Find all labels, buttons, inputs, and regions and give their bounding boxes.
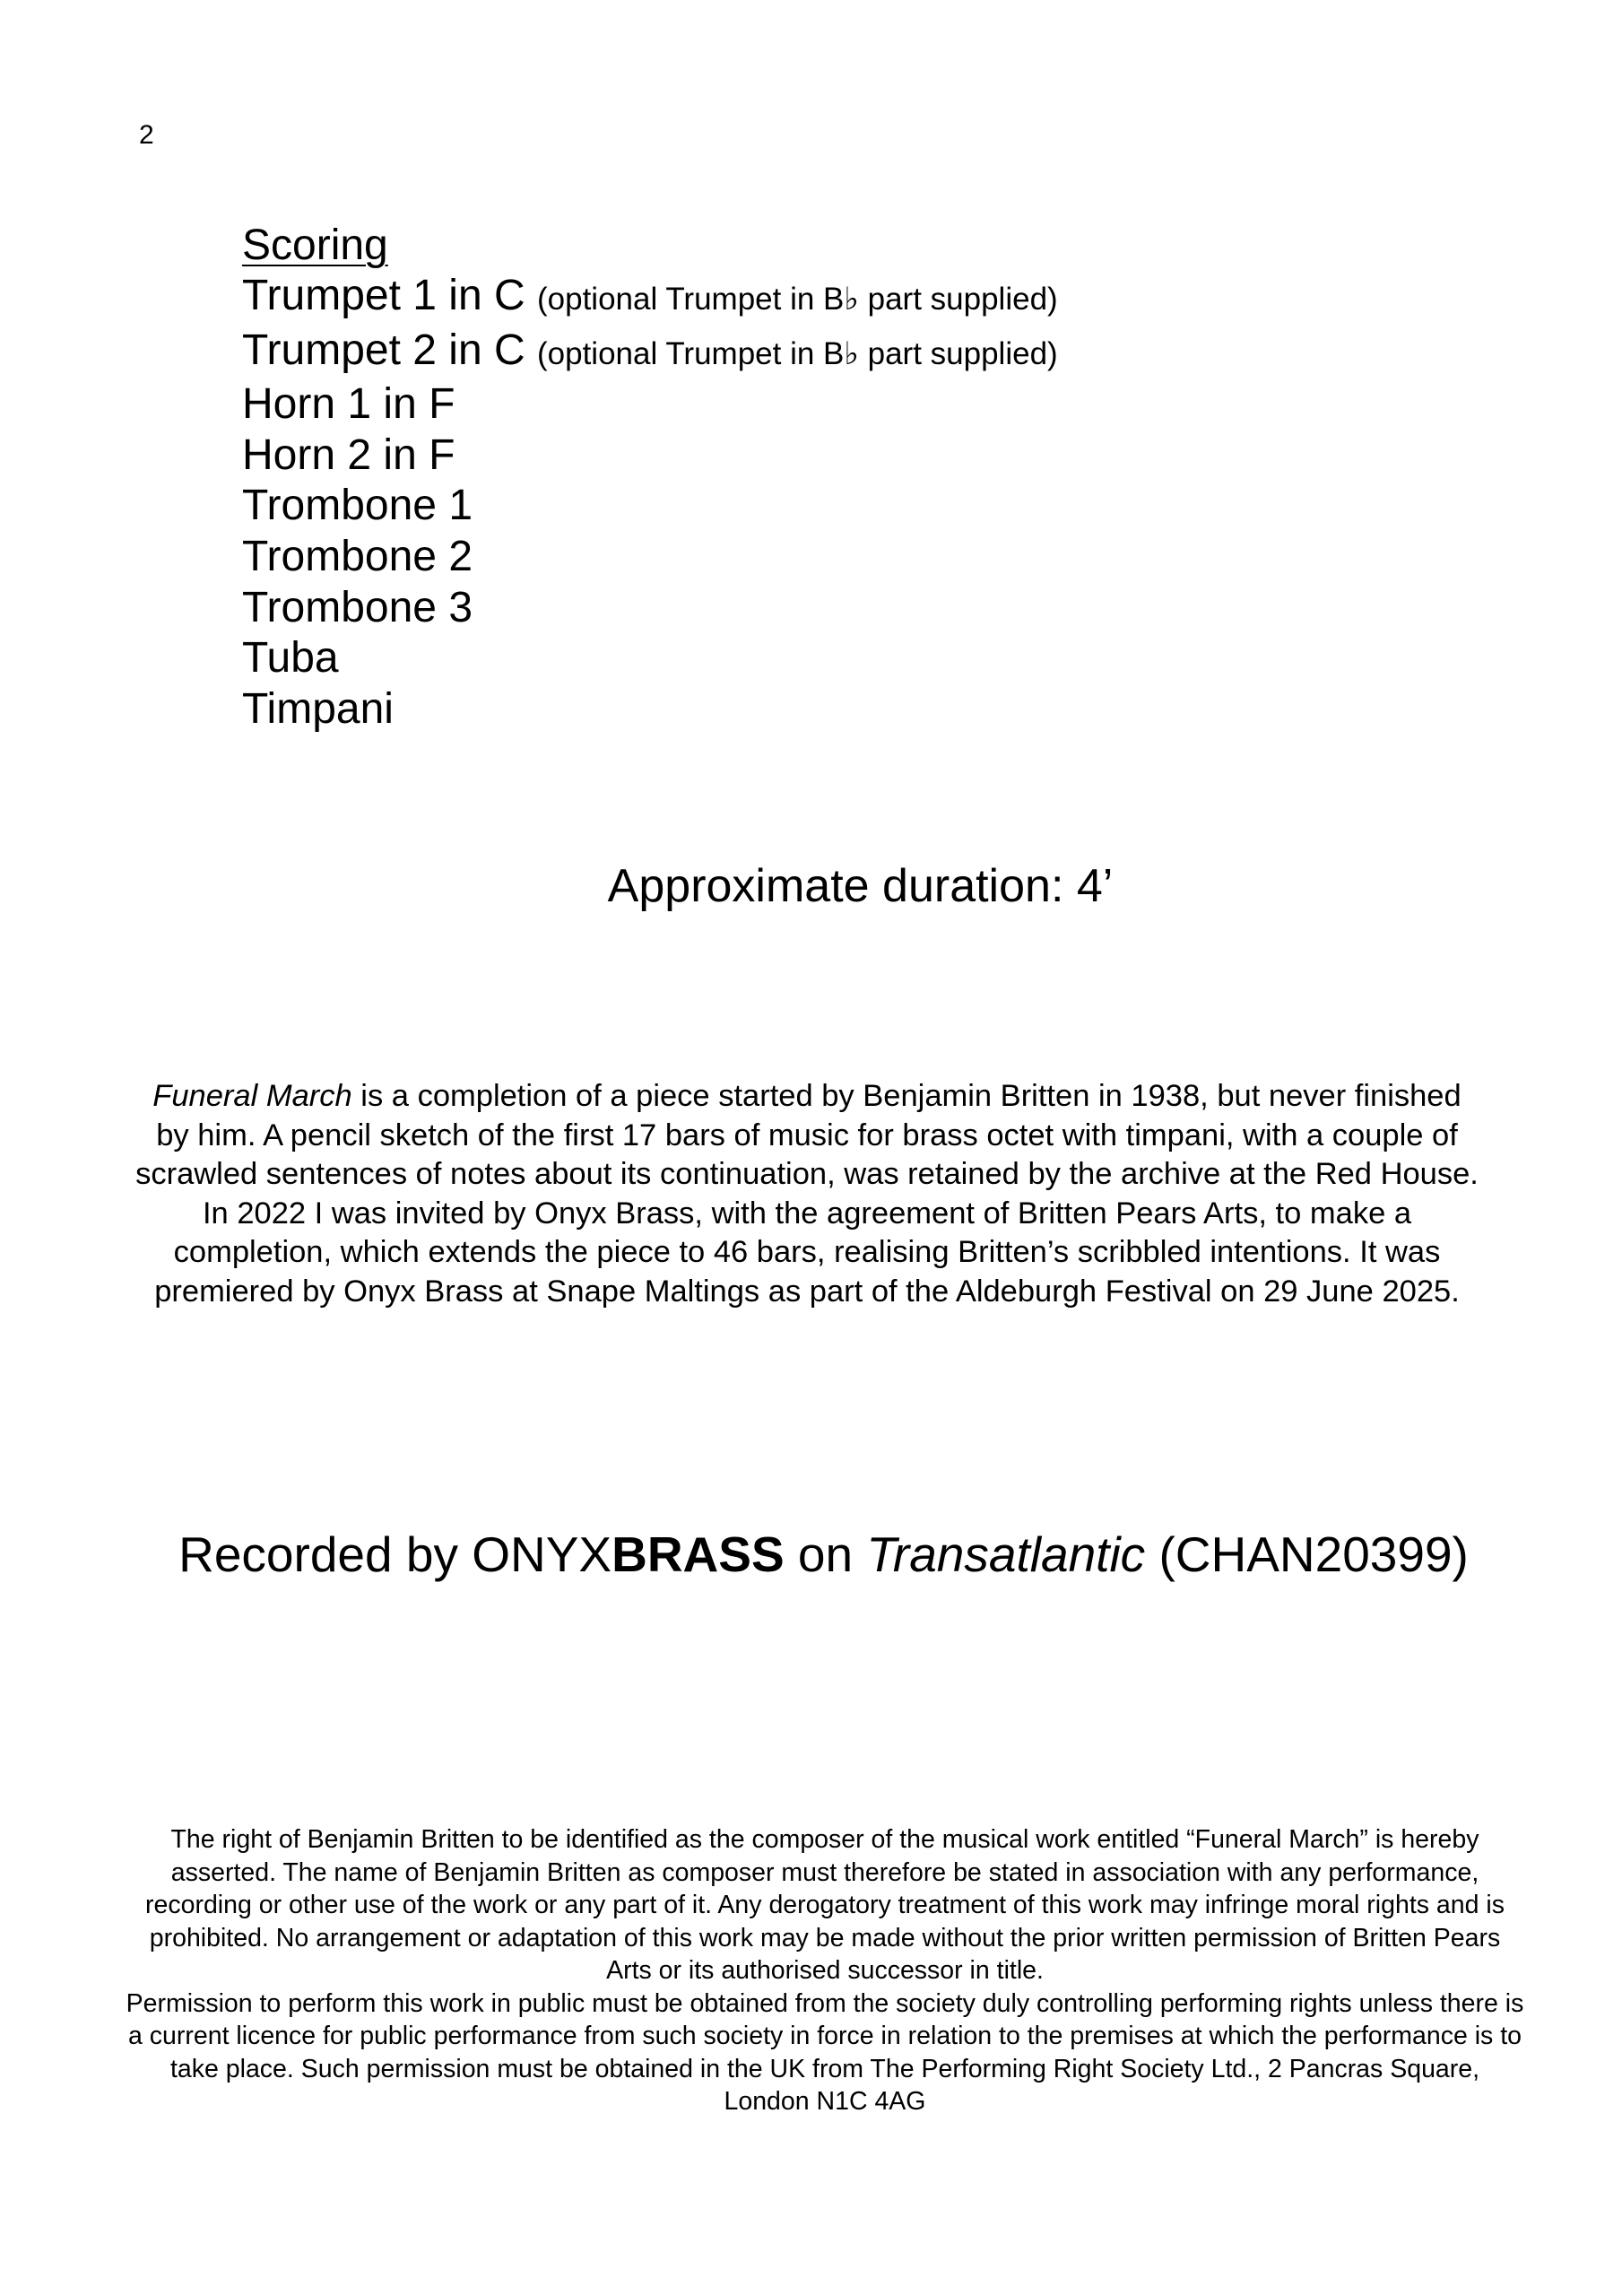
- description-text: is a completion of a piece started by Benjamin Britten in 1938, but never finished by him. A pencil sketch of the first 17 bars of music for brass octet with timpani, with a couple of scrawled sentences of notes about its continuation, was retained by the archive at the Red House. In 2022 I was invited by Onyx Brass, with the agreement of Britten Pears Arts, to make a completion, which extends the piece to 46 bars, realising Britten’s scribbled intentions. It was premiered by Onyx Brass at Snape Maltings as part of the Aldeburgh Festival on 29 June 2025.: [135, 1079, 1479, 1309]
- moral-rights-notice: The right of Benjamin Britten to be identified as the composer of the musical work entitled “Funeral March” is hereby asserted. The name of Benjamin Britten as composer must therefore be stated in association with any performance, recording or other use of the work or any part of it. Any derogatory treatment of this work may infringe moral rights and is prohibited. No arrangement or adaptation of this work may be made without the prior written permission of Britten Pears Arts or its authorised successor in title.: [145, 1825, 1505, 1985]
- instrument-trumpet-1: [242, 271, 1408, 326]
- approximate-duration: Approximate duration: 4’: [607, 860, 1114, 912]
- instrument-horn-2: Horn 2 in F: [242, 430, 455, 479]
- instrument-trombone-1: Trombone 1: [242, 482, 473, 530]
- instrument-trumpet-2: [242, 326, 1408, 380]
- ensemble-name-bold: BRASS: [612, 1526, 785, 1582]
- instrument-name: Trumpet 2 in C: [242, 326, 525, 374]
- instrument-tuba: Tuba: [242, 634, 339, 683]
- recording-middle: on: [784, 1526, 867, 1582]
- instrument-trombone-3: Trombone 3: [242, 583, 473, 631]
- album-title: Transatlantic: [866, 1526, 1146, 1582]
- recording-credit: [0, 1525, 1622, 1584]
- instrument-note: (optional Trumpet in B♭ part supplied): [537, 282, 1058, 317]
- instrument-horn-1: Horn 1 in F: [242, 380, 455, 429]
- scoring-section: [242, 221, 1408, 735]
- work-title: Funeral March: [152, 1079, 352, 1113]
- scoring-heading: Scoring: [242, 222, 388, 269]
- recording-prefix: Recorded by ONYX: [178, 1526, 612, 1582]
- instrument-trombone-2: Trombone 2: [242, 532, 473, 580]
- catalogue-number: (CHAN20399): [1145, 1526, 1469, 1582]
- performing-rights-notice: Permission to perform this work in public must be obtained from the society duly controlling performing rights unless there is a current licence for public performance from such society in force in relation to the premises at which the performance is to take place. Such permission must be obtained in the UK from The Performing Right Society Ltd., 2 Pancras Square, London N1C 4AG: [126, 1988, 1524, 2116]
- instrument-timpani: Timpani: [242, 684, 394, 733]
- page-number: 2: [139, 120, 154, 150]
- legal-notice: [126, 1823, 1524, 2118]
- instrument-note: (optional Trumpet in B♭ part supplied): [537, 335, 1058, 371]
- work-description: [134, 1077, 1479, 1312]
- instrument-name: Trumpet 1 in C: [242, 272, 525, 319]
